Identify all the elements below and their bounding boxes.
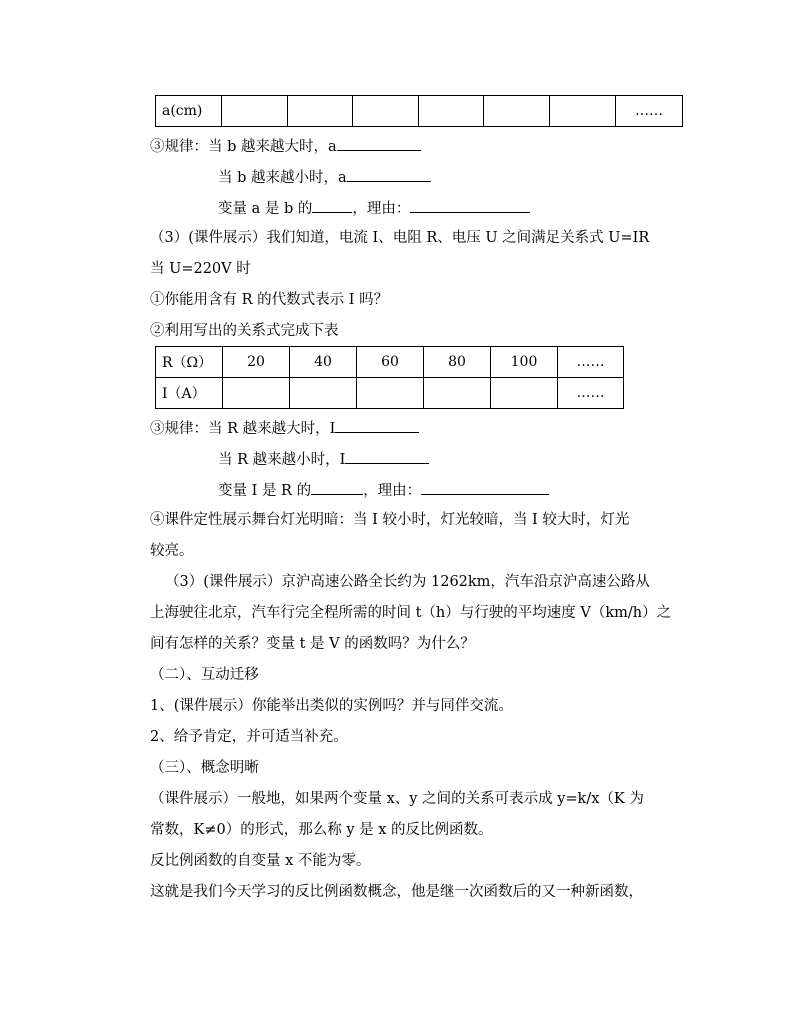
table-cell[interactable]: [222, 96, 288, 127]
table-cell: ……: [616, 96, 683, 127]
table-cell[interactable]: [223, 378, 290, 409]
p4-line2: 较亮。: [150, 543, 194, 559]
answer-blank[interactable]: [345, 449, 429, 464]
table-cell[interactable]: [484, 96, 550, 127]
answer-blank[interactable]: [410, 198, 530, 213]
table-cell[interactable]: [353, 96, 419, 127]
rule1-line3: [218, 198, 530, 218]
p5-line3: 间有怎样的关系？变量 t 是 V 的函数吗？为什么？: [150, 636, 475, 652]
rule2-text2: 当 R 越来越小时，I: [218, 452, 346, 468]
question-1: ①你能用含有 R 的代数式表示 I 吗？: [150, 292, 389, 308]
table-cell: ……: [558, 378, 624, 409]
sec3-def-line1: （课件展示）一般地，如果两个变量 x、y 之间的关系可表示成 y=k/x（K 为: [150, 791, 644, 807]
table-header-cell: R（Ω）: [156, 347, 223, 378]
table-cell[interactable]: [550, 96, 616, 127]
table-cell: 80: [424, 347, 491, 378]
section3-line2: 当 U=220V 时: [150, 261, 251, 277]
sec3-last-line: 这就是我们今天学习的反比例函数概念，他是继一次函数后的又一种新函数，: [150, 884, 643, 900]
table-row: [156, 378, 624, 409]
table-cell: 100: [491, 347, 558, 378]
answer-blank[interactable]: [347, 167, 431, 182]
section-heading-2: （二）、互动迁移: [150, 667, 259, 683]
table-a: [155, 95, 683, 127]
question-2: ②利用写出的关系式完成下表: [150, 323, 339, 339]
table-r-i: [155, 346, 624, 409]
rule1-line2: [218, 167, 431, 187]
table-row: [156, 96, 683, 127]
table-cell: 20: [223, 347, 290, 378]
rule2-line3: [218, 480, 549, 500]
table-row: [156, 347, 624, 378]
table-cell: 60: [357, 347, 424, 378]
answer-blank[interactable]: [311, 480, 363, 495]
rule2-text3a: 变量 I 是 R 的: [218, 483, 312, 499]
p5-line2: 上海驶往北京，汽车行完全程所需的时间 t（h）与行驶的平均速度 V（km/h）之: [150, 605, 672, 621]
sec3-def-line2: 常数，K≠0）的形式，那么称 y 是 x 的反比例函数。: [150, 822, 493, 838]
answer-blank[interactable]: [335, 418, 419, 433]
rule1-line1: [150, 136, 421, 156]
rule2-line2: [218, 449, 429, 469]
answer-blank[interactable]: [312, 198, 352, 213]
sec3-note: 反比例函数的自变量 x 不能为零。: [150, 853, 371, 869]
section3-line1: （3）(课件展示）我们知道，电流 I、电阻 R、电压 U 之间满足关系式 U=IR: [150, 230, 650, 246]
table-cell[interactable]: [491, 378, 558, 409]
section-heading-3: （三）、概念明晰: [150, 760, 259, 776]
rule1-text2: 当 b 越来越小时，a: [218, 170, 347, 186]
p4-line1: ④课件定性展示舞台灯光明暗：当 I 较小时，灯光较暗，当 I 较大时，灯光: [150, 512, 630, 528]
rule2-text3b: ，理由：: [363, 483, 422, 499]
sec2-item-1: 1、(课件展示）你能举出类似的实例吗？并与同伴交流。: [150, 698, 513, 714]
table-cell[interactable]: [290, 378, 357, 409]
table-cell[interactable]: [288, 96, 353, 127]
table-header-cell: a(cm): [156, 96, 222, 127]
table-header-cell: I（A）: [156, 378, 223, 409]
rule1-text1: ③规律：当 b 越来越大时，a: [150, 139, 337, 155]
table-cell: 40: [290, 347, 357, 378]
rule2-text1: ③规律：当 R 越来越大时，I: [150, 421, 336, 437]
rule1-text3a: 变量 a 是 b 的: [218, 201, 313, 217]
sec2-item-2: 2、给予肯定，并可适当补充。: [150, 729, 348, 745]
table-cell[interactable]: [419, 96, 484, 127]
p5-line1: （3）(课件展示）京沪高速公路全长约为 1262km，汽车沿京沪高速公路从: [165, 574, 650, 590]
rule1-text3b: ，理由：: [352, 201, 411, 217]
answer-blank[interactable]: [421, 480, 549, 495]
answer-blank[interactable]: [337, 136, 421, 151]
table-cell[interactable]: [424, 378, 491, 409]
table-cell[interactable]: [357, 378, 424, 409]
rule2-line1: [150, 418, 419, 438]
table-cell: ……: [558, 347, 624, 378]
